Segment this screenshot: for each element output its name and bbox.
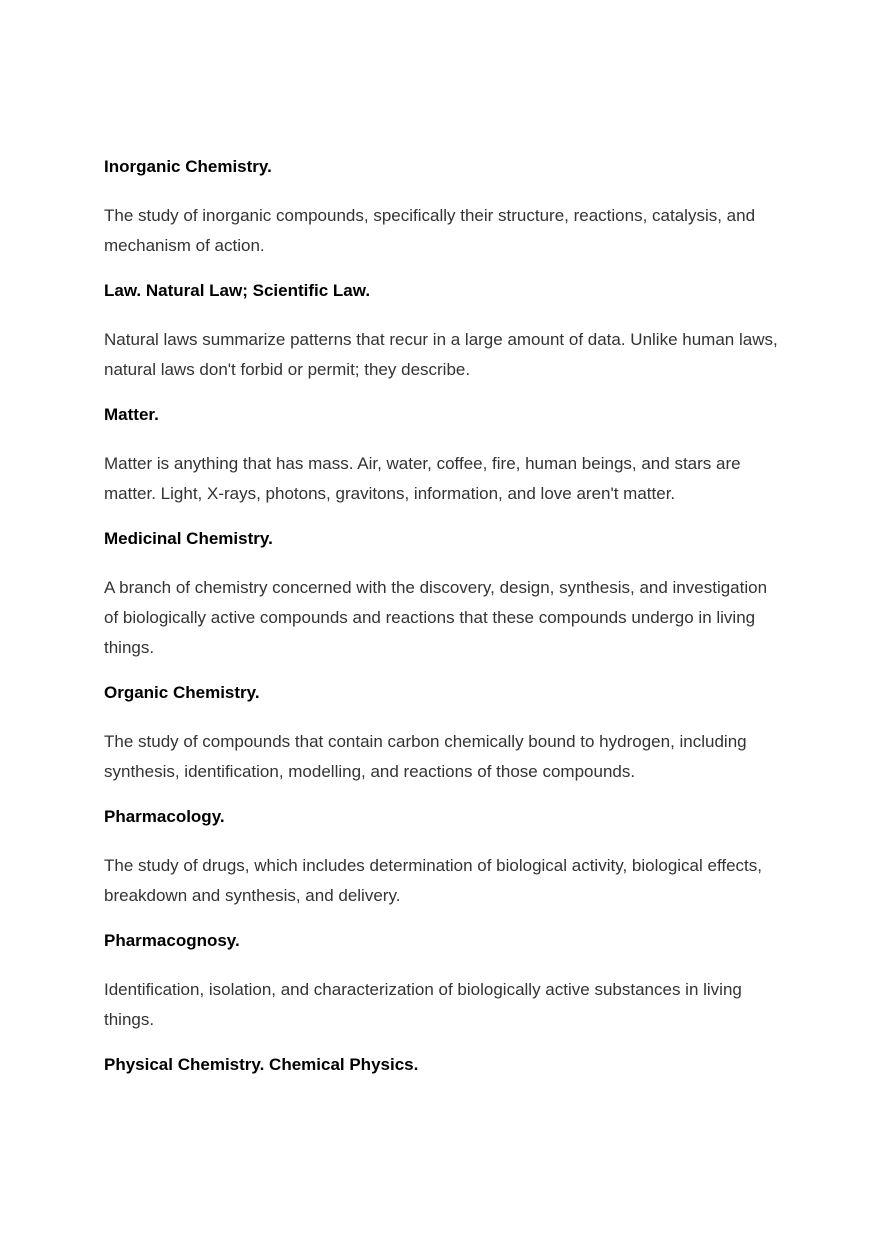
- definition-inorganic-chemistry: The study of inorganic compounds, specifically their structure, reactions, catalysis, and mechanism of action.: [104, 206, 756, 255]
- term-organic-chemistry: Organic Chemistry.: [104, 683, 260, 702]
- term-law: Law. Natural Law; Scientific Law.: [104, 281, 371, 300]
- glossary-page: [104, 154, 784, 1099]
- definition-law: Natural laws summarize patterns that recur in a large amount of data. Unlike human laws, natural laws don't forbid or permit; they describe.: [104, 330, 778, 379]
- definition-matter: Matter is anything that has mass. Air, water, coffee, fire, human beings, and stars are matter. Light, X-rays, photons, gravitons, information, and love aren't matter.: [104, 454, 741, 503]
- term-pharmacology: Pharmacology.: [104, 807, 225, 826]
- definition-medicinal-chemistry: A branch of chemistry concerned with the discovery, design, synthesis, and investigation of biologically active compounds and reactions that these compounds undergo in living things.: [104, 578, 768, 657]
- definition-pharmacognosy: Identification, isolation, and characterization of biologically active substances in living things.: [104, 980, 742, 1029]
- term-physical-chemistry: Physical Chemistry. Chemical Physics.: [104, 1055, 419, 1074]
- definition-organic-chemistry: The study of compounds that contain carbon chemically bound to hydrogen, including synthesis, identification, modelling, and reactions of those compounds.: [104, 732, 747, 781]
- term-inorganic-chemistry: Inorganic Chemistry.: [104, 157, 272, 176]
- term-matter: Matter.: [104, 405, 159, 424]
- term-pharmacognosy: Pharmacognosy.: [104, 931, 240, 950]
- definition-pharmacology: The study of drugs, which includes determination of biological activity, biological effects, breakdown and synthesis, and delivery.: [104, 856, 762, 905]
- term-medicinal-chemistry: Medicinal Chemistry.: [104, 529, 273, 548]
